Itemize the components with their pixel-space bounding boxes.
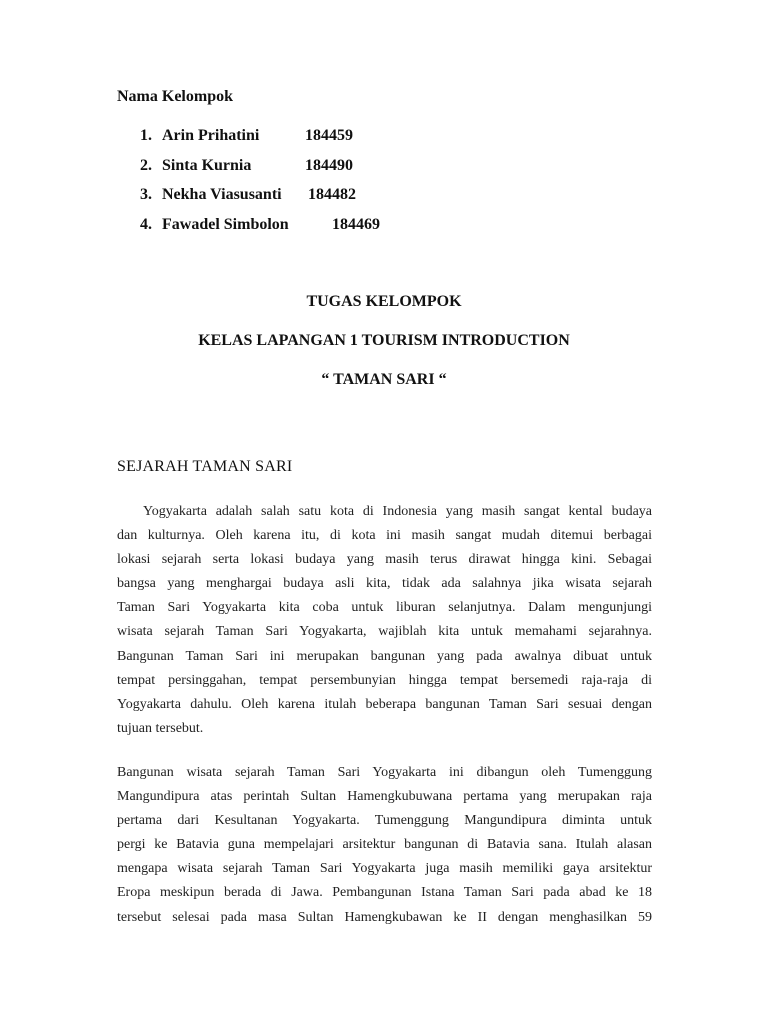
paragraph-line: Eropa meskipun berada di Jawa. Pembangunan Istana Taman Sari pada abad ke 18 <box>117 885 652 901</box>
list-item <box>140 214 440 244</box>
member-name: Arin Prihatini <box>162 127 260 144</box>
member-nim: 184482 <box>308 186 356 203</box>
paragraph-line: Bangunan Taman Sari ini merupakan bangunan yang pada awalnya dibuat untuk <box>117 648 652 664</box>
member-nim: 184490 <box>305 156 353 174</box>
member-nim: 184459 <box>305 127 353 144</box>
member-name: Fawadel Simbolon <box>162 215 289 233</box>
paragraph-line: pertama dari Kesultanan Yogyakarta. Tumenggung Mangundipura diminta untuk <box>117 813 652 829</box>
paragraph-line: Taman Sari Yogyakarta kita coba untuk liburan selanjutnya. Dalam mengunjungi <box>117 600 652 616</box>
document-title: TUGAS KELOMPOK <box>306 293 462 310</box>
paragraph-line: wisata sejarah Taman Sari Yogyakarta, wajiblah kita untuk memahami sejarahnya. <box>117 624 652 640</box>
paragraph-line: Bangunan wisata sejarah Taman Sari Yogyakarta ini dibangun oleh Tumenggung <box>117 765 652 780</box>
group-heading: Nama Kelompok <box>117 88 233 105</box>
paragraph-line: tujuan tersebut. <box>117 720 204 736</box>
member-number: 3. <box>140 186 152 203</box>
member-name: Nekha Viasusanti <box>162 186 282 203</box>
paragraph-line: mengapa wisata sejarah Taman Sari Yogyakarta juga masih memiliki gaya arsitektur <box>117 861 652 877</box>
member-list <box>140 125 440 243</box>
document-subtitle: KELAS LAPANGAN 1 TOURISM INTRODUCTION <box>198 332 570 349</box>
section-heading: SEJARAH TAMAN SARI <box>117 458 293 475</box>
list-item <box>140 155 440 185</box>
paragraph-line: bangsa yang menghargai budaya asli kita, tidak ada salahnya jika wisata sejarah <box>117 576 652 592</box>
member-nim: 184469 <box>332 215 380 233</box>
member-number: 1. <box>140 127 152 144</box>
paragraph-line: tempat persinggahan, tempat persembunyian hingga tempat bersemedi raja-raja di <box>117 672 652 688</box>
member-number: 4. <box>140 215 152 233</box>
paragraph-2 <box>117 761 652 930</box>
paragraph-line: Yogyakarta adalah salah satu kota di Indonesia yang masih sangat kental budaya <box>143 504 652 519</box>
paragraph-line: Mangundipura atas perintah Sultan Hamengkubuwana pertama yang merupakan raja <box>117 789 652 805</box>
paragraph-line: pergi ke Batavia guna mempelajari arsitektur bangunan di Batavia sana. Itulah alasan <box>117 837 652 853</box>
member-number: 2. <box>140 156 152 174</box>
list-item <box>140 184 440 214</box>
document-topic: “ TAMAN SARI “ <box>321 371 447 388</box>
paragraph-line: tersebut selesai pada masa Sultan Hamengkubawan ke II dengan menghasilkan 59 <box>117 909 652 925</box>
member-name: Sinta Kurnia <box>162 156 252 174</box>
paragraph-line: Yogyakarta dahulu. Oleh karena itulah beberapa bangunan Taman Sari sesuai dengan <box>117 696 652 712</box>
paragraph-1 <box>117 500 652 741</box>
list-item <box>140 125 440 155</box>
paragraph-line: lokasi sejarah serta lokasi budaya yang masih terus dirawat hingga kini. Sebagai <box>117 552 652 568</box>
paragraph-line: dan kulturnya. Oleh karena itu, di kota ini masih sangat mudah ditemui berbagai <box>117 528 652 544</box>
